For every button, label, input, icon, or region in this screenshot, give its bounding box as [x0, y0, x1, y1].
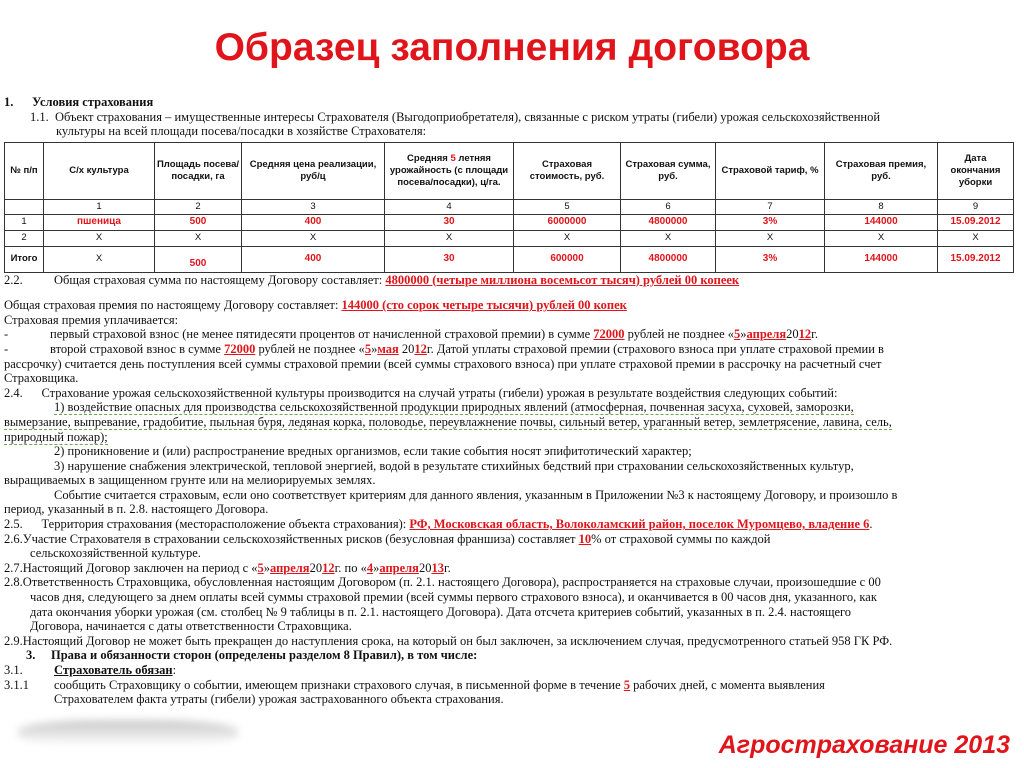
clause-2-7: 2.7.Настоящий Договор заключен на период с «5»апреля2012г. по «4»апреля2013г. — [4, 560, 451, 575]
header-cell: Страховой тариф, % — [716, 142, 825, 199]
col-number-cell: 9 — [938, 199, 1014, 215]
table-cell: 600000 — [514, 246, 621, 272]
deductible-value: 10 — [578, 531, 592, 546]
clause-3-1-1: 3.1.1 сообщить Страховщику о событии, имеющем признаки страхового случая, в письменной форме в течение 5 рабочих дней, с момента выявления — [4, 677, 825, 692]
second-payment-cont: рассрочку) считается день поступления всей суммы страховой премии (всей суммы страхового взноса) при уплате страховой премии в рассрочку на расчетный счет — [4, 356, 882, 371]
clause-2-8: 2.8.Ответственность Страховщика, обусловленная настоящим Договором (п. 2.1. настоящего Договора), распространяется на страховые случаи, произошедшие с 00 — [4, 575, 881, 590]
table-cell: 400 — [242, 215, 385, 231]
clause-2-8-cont: Договора, начинается с даты ответственности Страховщика. — [30, 619, 352, 634]
second-payment-line: - второй страховой взнос в сумме 72000 рублей не позднее «5»мая 2012г. Датой уплаты страховой премии (страхового взноса при уплате страховой премии в — [4, 341, 884, 356]
table-cell: Х — [44, 246, 155, 272]
table-cell: 30 — [385, 215, 514, 231]
event-1: 1) воздействие опасных для производства сельскохозяйственной продукции природных явлений (атмосферная, почвенная засуха, суховей, заморозки, — [54, 400, 854, 415]
clause-3-1-1-cont: Страхователем факта утраты (гибели) урожая застрахованного объекта страхования. — [54, 692, 504, 707]
header-cell: Дата окончания уборки — [938, 142, 1014, 199]
total-premium-value: 144000 (сто сорок четыре тысячи) рублей 00 копек — [341, 298, 627, 313]
slide-title: Образец заполнения договора — [214, 26, 810, 69]
clause-2-6: 2.6.Участие Страхователя в страховании сельскохозяйственных рисков (безусловная франшиза) составляет 10% от страховой суммы по каждой — [4, 531, 771, 546]
premium-paid-label: Страховая премия уплачивается: — [4, 312, 179, 327]
col-number-cell: 1 — [44, 199, 155, 215]
event-1-cont: вымерзание, выпревание, градобитие, пыльная буря, ледяная корка, половодье, переувлажнение почвы, сильный ветер, ураганный ветер, землетрясение, лавина, сель, — [4, 414, 892, 429]
table-cell: Х — [825, 230, 938, 246]
clause-2-5: 2.5. Территория страхования (месторасположение объекта страхования): РФ, Московская область, Волоколамский район, поселок Муромцево, владение 6. — [4, 517, 873, 532]
column-number-row — [5, 199, 1014, 215]
header-cell: Страховая сумма, руб. — [621, 142, 716, 199]
table-row — [5, 230, 1014, 246]
table-total-row — [5, 246, 1014, 272]
second-payment-cont: Страховщика. — [4, 371, 79, 386]
table-cell: пшеница — [44, 215, 155, 231]
clause-2-8-cont: дата окончания уборки урожая (см. столбец № 9 таблицы в п. 2.1. настоящего Договора). Дата отсчета критериев событий, указанных в п. 2.4. настоящего — [30, 604, 852, 619]
table-cell: 3% — [716, 215, 825, 231]
table-cell: 400 — [242, 246, 385, 272]
footer-brand: Агрострахование 2013 — [718, 731, 1010, 759]
section-1-heading: 1. Условия страхования — [4, 95, 154, 109]
table-row — [5, 215, 1014, 231]
table-cell: Х — [155, 230, 242, 246]
section-3-heading: 3. Права и обязанности сторон (определены разделом 8 Правил), в том числе: — [26, 648, 478, 663]
table-cell: Х — [44, 230, 155, 246]
table-cell: Х — [385, 230, 514, 246]
contract-document — [4, 95, 1016, 717]
table-cell: Х — [938, 230, 1014, 246]
header-cell: Страховая стоимость, руб. — [514, 142, 621, 199]
col-number-cell: 8 — [825, 199, 938, 215]
table-cell: Х — [621, 230, 716, 246]
table-cell: 500 — [155, 215, 242, 231]
clause-2-8-cont: часов дня, следующего за днем оплаты всей суммы страховой премии (всей суммы первого страхового взноса), и оканчивается в 00 часов дня, указанного, как — [30, 590, 877, 605]
clause-1-1: 1.1. Объект страхования – имущественные интересы Страхователя (Выгодоприобретателя), связанные с риском утраты (гибели) урожая сельскохозяйственной — [30, 109, 881, 124]
header-cell: Площадь посева/посадки, га — [155, 142, 242, 199]
table-cell: Х — [242, 230, 385, 246]
table-cell: 144000 — [825, 246, 938, 272]
col-number-cell: 5 — [514, 199, 621, 215]
table-cell: 1 — [5, 215, 44, 231]
header-cell: Средняя 5 летняя урожайность (с площади посева/посадки), ц/га. — [385, 142, 514, 199]
table-cell: 6000000 — [514, 215, 621, 231]
header-cell: С/х культура — [44, 142, 155, 199]
clause-2-4: 2.4. Страхование урожая сельскохозяйственной культуры производится на случай утраты (гибели) урожая в результате воздействия следующих событий: — [4, 385, 838, 400]
table-cell: 4800000 — [621, 215, 716, 231]
event-2: 2) проникновение и (или) распространение вредных организмов, если такие события носят эпифитотический характер; — [54, 444, 692, 459]
insured-event-note-cont: период, указанный в п. 2.8. настоящего Договора. — [4, 502, 269, 517]
table-header-row — [5, 142, 1014, 199]
table-cell: Х — [514, 230, 621, 246]
table-cell: 144000 — [825, 215, 938, 231]
event-1-cont: природный пожар); — [4, 429, 108, 444]
table-cell: 500 — [155, 246, 242, 272]
col-number-cell: 2 — [155, 199, 242, 215]
table-cell: 15.09.2012 — [938, 246, 1014, 272]
clause-1-1-cont: культуры на всей площади посева/посадки в хозяйстве Страхователя: — [56, 124, 427, 139]
total-premium-line: Общая страховая премия по настоящему Договору составляет: 144000 (сто сорок четыре тысячи) рублей 00 копек — [4, 298, 627, 313]
clause-2-6-cont: сельскохозяйственной культуре. — [30, 546, 201, 561]
insured-event-note: Событие считается страховым, если оно соответствует критериям для данного явления, указанным в Приложении №3 к настоящему Договору, и произошло в — [54, 487, 898, 502]
first-payment-line: - первый страховой взнос (не менее пятидесяти процентов от начисленной страховой премии) в сумме 72000 рублей не позднее «5»апреля2012г. — [4, 327, 818, 342]
territory-value: РФ, Московская область, Волоколамский район, поселок Муромцево, владение 6 — [409, 517, 870, 532]
col-number-cell: 6 — [621, 199, 716, 215]
table-cell: 15.09.2012 — [938, 215, 1014, 231]
table-cell: 3% — [716, 246, 825, 272]
event-3-cont: выращиваемых в защищенном грунте или на мелиорируемых землях. — [4, 473, 376, 488]
header-cell: Средняя цена реализации, руб/ц — [242, 142, 385, 199]
table-cell: 2 — [5, 230, 44, 246]
table-cell: Итого — [5, 246, 44, 272]
clause-2-2: 2.2. Общая страховая сумма по настоящему Договору составляет: 4800000 (четыре миллиона восемьсот тысяч) рублей 00 копеек — [4, 272, 740, 287]
header-cell: № п/п — [5, 142, 44, 199]
event-3: 3) нарушение снабжения электрической, тепловой энергией, водой в результате стихийных бедствий при страховании сельскохозяйственных культур, — [54, 458, 854, 473]
col-number-cell: 4 — [385, 199, 514, 215]
clause-3-1: 3.1. Страхователь обязан: — [4, 663, 177, 677]
total-sum-value: 4800000 (четыре миллиона восемьсот тысяч) рублей 00 копеек — [385, 272, 740, 287]
page-shadow — [18, 720, 238, 746]
col-number-cell — [5, 199, 44, 215]
header-cell: Страховая премия, руб. — [825, 142, 938, 199]
col-number-cell: 3 — [242, 199, 385, 215]
col-number-cell: 7 — [716, 199, 825, 215]
table-cell: 30 — [385, 246, 514, 272]
table-cell: Х — [716, 230, 825, 246]
clause-2-9: 2.9.Настоящий Договор не может быть прекращен до наступления срока, на который он был заключен, за исключением случая, предусмотренного статьей 958 ГК РФ. — [4, 633, 893, 648]
insurance-table — [4, 142, 1014, 273]
table-cell: 4800000 — [621, 246, 716, 272]
